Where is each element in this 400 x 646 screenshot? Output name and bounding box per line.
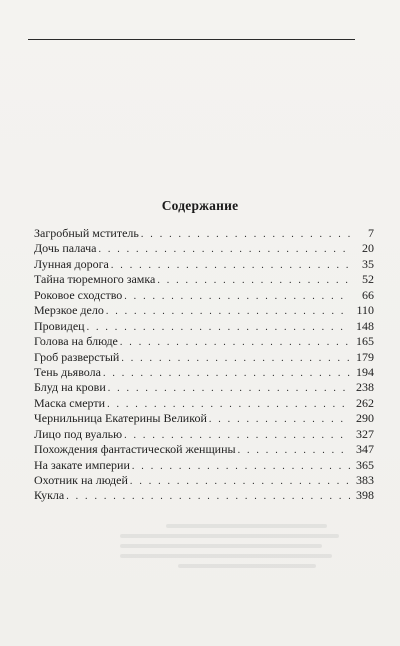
toc-entry-title: Маска смерти xyxy=(34,395,106,410)
toc-leader-dots xyxy=(121,351,350,366)
toc-leader-dots xyxy=(238,443,350,458)
toc-entry-page: 165 xyxy=(356,334,374,349)
toc-entry xyxy=(34,473,374,488)
toc-entry-page: 262 xyxy=(356,395,374,410)
toc-entry xyxy=(34,303,374,318)
toc-entry-title: Лунная дорога xyxy=(34,256,109,271)
toc-entry-page: 110 xyxy=(356,303,374,318)
toc-leader-dots xyxy=(87,320,350,335)
toc-entry-page: 347 xyxy=(356,442,374,457)
show-through-text xyxy=(120,518,350,578)
toc-leader-dots xyxy=(108,381,350,396)
toc-entry-title: Тень дьявола xyxy=(34,364,101,379)
toc-entry xyxy=(34,241,374,256)
toc-entry-page: 52 xyxy=(362,272,374,287)
toc-leader-dots xyxy=(124,289,350,304)
toc-leader-dots xyxy=(130,474,350,489)
toc-leader-dots xyxy=(120,335,350,350)
toc-entry-title: Охотник на людей xyxy=(34,473,128,487)
toc-leader-dots xyxy=(107,397,350,412)
toc-entry-page: 20 xyxy=(362,241,374,256)
toc-title: Содержание xyxy=(161,198,239,213)
toc-entry-page: 66 xyxy=(362,287,374,302)
toc-entry-title: Блуд на крови xyxy=(34,380,106,395)
toc-entry-page: 179 xyxy=(356,349,374,364)
toc-entry-title: Мерзкое дело xyxy=(34,303,104,318)
toc-entry-page: 148 xyxy=(356,318,374,333)
toc-entry-page: 365 xyxy=(356,457,374,472)
toc-entry xyxy=(34,334,374,349)
toc-entry xyxy=(34,272,374,287)
toc-leader-dots xyxy=(209,412,350,427)
toc-entry-title: Провидец xyxy=(34,318,85,333)
toc-leader-dots xyxy=(106,304,350,319)
toc-leader-dots xyxy=(157,273,350,288)
toc-entry xyxy=(34,319,374,334)
toc-entry xyxy=(34,257,374,272)
toc-leader-dots xyxy=(141,227,350,242)
toc-leader-dots xyxy=(124,428,350,443)
toc-leader-dots xyxy=(66,489,350,504)
toc-entry-page: 7 xyxy=(368,226,374,240)
toc-entry xyxy=(34,427,374,442)
toc-entry-page: 290 xyxy=(356,411,374,426)
toc-entry xyxy=(34,458,374,473)
toc-entry-title: Загробный мститель xyxy=(34,226,139,240)
toc-entry xyxy=(34,411,374,426)
toc-entry-title: Чернильница Екатерины Великой xyxy=(34,411,207,426)
toc-entry xyxy=(34,365,374,380)
toc-leader-dots xyxy=(132,459,350,474)
toc-entry-title: Кукла xyxy=(34,488,65,503)
toc-entry-title: Похождения фантастической женщины xyxy=(34,442,236,457)
toc-entry-page: 194 xyxy=(356,364,374,379)
toc-entry xyxy=(34,442,374,457)
toc-entry-page: 238 xyxy=(356,380,374,395)
toc-entry xyxy=(34,396,374,411)
toc-leader-dots xyxy=(98,242,350,257)
toc-entry xyxy=(34,380,374,395)
toc-entry xyxy=(34,288,374,303)
toc-entry-title: Роковое сходство xyxy=(34,287,123,302)
toc-list xyxy=(34,226,374,504)
toc-entry-title: Дочь палача xyxy=(34,241,97,256)
toc-entry-title: Тайна тюремного замка xyxy=(34,272,156,287)
toc-leader-dots xyxy=(103,366,350,381)
toc-entry-page: 383 xyxy=(356,473,374,487)
toc-entry-title: Лицо под вуалью xyxy=(34,426,123,441)
toc-entry xyxy=(34,226,374,241)
toc-entry-page: 327 xyxy=(356,426,374,441)
toc-entry-title: Голова на блюде xyxy=(34,334,118,349)
toc-entry-page: 398 xyxy=(356,488,374,503)
toc-entry xyxy=(34,350,374,365)
toc-entry-page: 35 xyxy=(362,256,374,271)
toc-entry-title: На закате империи xyxy=(34,457,130,472)
toc-entry-title: Гроб разверстый xyxy=(34,349,120,364)
toc-leader-dots xyxy=(111,258,350,273)
top-rule xyxy=(28,39,355,40)
toc-entry xyxy=(34,488,374,503)
